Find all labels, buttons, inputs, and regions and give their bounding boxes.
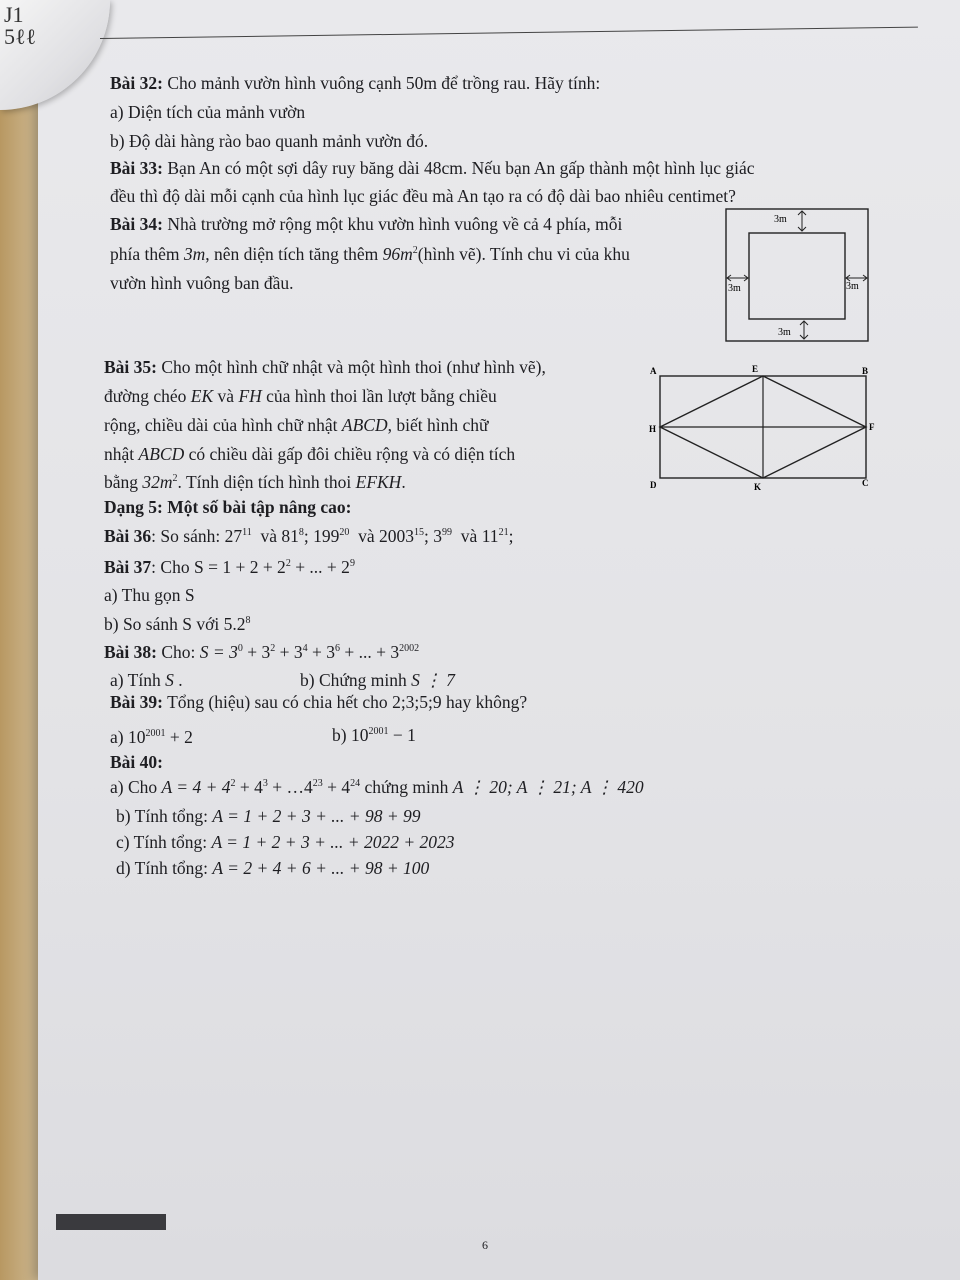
b38-b-text: b) Chứng minh	[300, 670, 407, 690]
b34-val2: 96m	[382, 244, 413, 264]
b36-p2e: 8	[298, 527, 304, 538]
outer-square	[726, 209, 868, 341]
label-a: A	[650, 366, 657, 376]
b32-a: a) Diện tích của mảnh vườn	[110, 102, 306, 122]
b39-a-label: a)	[110, 727, 124, 747]
b35-line4	[104, 443, 515, 465]
b39-text: Tổng (hiệu) sau có chia hết cho	[167, 692, 388, 712]
b38-b-expr: S ⋮ 7	[411, 670, 455, 690]
b38-line: Bài 38: Cho: $S = 3^0 + 3^2 + 3^4 + 3^6$ + ... + $3^{2002}$	[104, 642, 420, 662]
b40-a-res: A ⋮ 20; A ⋮ 21; A ⋮ 420	[452, 777, 644, 797]
b34-text2b: , nên diện tích tăng thêm	[205, 244, 379, 264]
label-h: H	[649, 424, 657, 434]
b37-expr-e2: 9	[349, 558, 355, 569]
b40-d	[116, 857, 429, 879]
b40-label: Bài 40:	[110, 752, 163, 772]
b36-va3: và	[460, 526, 478, 546]
b38-a	[110, 669, 183, 691]
b39-b-rest: − 1	[392, 725, 416, 745]
section-heading-text: Dạng 5: Một số bài tập nâng cao:	[104, 497, 352, 517]
b36-p6e: 21	[498, 527, 509, 538]
b37-expr-e: 2	[285, 558, 291, 569]
b33-line2: đều thì độ dài mỗi cạnh của hình lục giác đều mà An tạo ra có độ dài bao nhiêu centimet?	[110, 186, 736, 206]
b37-b-exp: 8	[245, 615, 251, 626]
b35-area-exp: 2	[172, 473, 178, 484]
b37-expr-b: + ... + 2	[295, 557, 350, 577]
label-k: K	[754, 482, 762, 492]
b35-fh: FH	[238, 386, 262, 406]
b40-a-text: chứng minh	[364, 777, 449, 797]
b40-b-expr: A = 1 + 2 + 3 + ... + 98 + 99	[212, 806, 421, 826]
b38-a-s: S	[165, 670, 174, 690]
b39-b-label: b)	[332, 725, 347, 745]
fig34-label-top: 3m	[774, 214, 787, 225]
b37-line	[104, 556, 355, 578]
b39-a-base: 10	[127, 727, 146, 747]
b40-d-expr: A = 2 + 4 + 6 + ... + 98 + 100	[212, 858, 430, 878]
b34-val2-exp: 2	[412, 245, 418, 256]
b36-p3: 199	[313, 526, 340, 546]
b40-a: a) Cho $A = 4 + 4^2 + 4^3$ + $\dots 4^{23} + 4^{24}$ chứng minh A ⋮ 20; A ⋮ 21; A ⋮ 420	[110, 777, 644, 797]
b32-line1	[110, 72, 600, 94]
b35-text5c: .	[401, 472, 406, 492]
b40-c-expr: A = 1 + 2 + 3 + ... + 2022 + 2023	[211, 832, 455, 852]
fig34-label-bottom: 3m	[778, 327, 791, 338]
b37-text: : Cho	[151, 557, 190, 577]
arrow-top-icon	[798, 211, 806, 231]
fig34-label-right: 3m	[846, 281, 859, 292]
b40-b-label: b) Tính tổng:	[116, 806, 209, 826]
b33-line1	[110, 157, 755, 179]
b36-p3e: 20	[339, 527, 350, 538]
b37-b	[104, 613, 251, 635]
b38-a-text: a) Tính	[110, 670, 161, 690]
b40-d-label: d) Tính tổng:	[116, 858, 209, 878]
b36-va1: và	[260, 526, 278, 546]
b40-b	[116, 805, 421, 827]
redaction-bar	[56, 1214, 166, 1230]
b36-p5: 3	[433, 526, 443, 546]
b35-ek: EK	[190, 386, 214, 406]
b36-label: Bài 36	[104, 526, 152, 546]
arrow-left-icon	[727, 275, 748, 281]
b35-abcd: ABCD	[341, 415, 388, 435]
b35-text5b: . Tính diện tích hình thoi	[177, 472, 352, 492]
b34-text2a: phía thêm	[110, 244, 180, 264]
b35-text1: Cho một hình chữ nhật và một hình thoi (như hình vẽ),	[161, 357, 546, 377]
b39-b-exp: 2001	[368, 726, 389, 737]
b35-label: Bài 35:	[104, 357, 157, 377]
b40-c	[116, 831, 455, 853]
b38-a-dot: .	[178, 670, 183, 690]
b36-line: Bài 36: So sánh: $27^{11}$ và $81^8$; $199^{20}$ và 2003$^{15}$; $3^{99}$ và $11^{21}$;	[104, 526, 514, 546]
b36-p4: 2003	[379, 526, 415, 546]
b32-text: Cho mảnh vườn hình vuông cạnh 50m để trồng rau. Hãy tính:	[167, 73, 601, 93]
b39-line	[110, 691, 527, 713]
b36-text: : So sánh:	[151, 526, 221, 546]
b33-value: 48cm	[424, 158, 463, 178]
inner-square	[749, 233, 845, 319]
b34-label: Bài 34:	[110, 214, 163, 234]
b37-a: a) Thu gọn S	[104, 585, 195, 605]
b39-a	[110, 726, 193, 748]
b35-text4a: nhật	[104, 444, 135, 464]
b37-b-text: b) So sánh S với	[104, 614, 220, 634]
section-heading	[104, 496, 351, 518]
label-e: E	[752, 364, 759, 374]
b34-val1: 3m	[183, 244, 206, 264]
b34-line3: vườn hình vuông ban đầu.	[110, 273, 294, 293]
curl-text: J1 5ℓℓ	[4, 2, 37, 49]
b35-text4b: có chiều dài gấp đôi chiều rộng và có diện tích	[188, 444, 516, 464]
b36-va2: và	[358, 526, 375, 546]
b38-expr: S = 3	[199, 642, 238, 662]
b36-p1e: 11	[242, 527, 252, 538]
b37-b-val: 5.2	[223, 614, 246, 634]
b38-b	[300, 669, 455, 691]
b39-b	[332, 724, 416, 746]
b39-a-exp: 2001	[145, 728, 166, 739]
b35-area: 32m	[142, 472, 173, 492]
b39-label: Bài 39:	[110, 692, 163, 712]
b34-figure	[722, 205, 872, 345]
b38-text: Cho:	[161, 642, 196, 662]
b34-line2	[110, 243, 630, 265]
b33-text2: . Nếu bạn An gấp thành một hình lục giác	[462, 158, 755, 178]
b35-line3	[104, 414, 488, 436]
b35-text3b: , biết hình chữ	[387, 415, 489, 435]
b38-label: Bài 38:	[104, 642, 157, 662]
b34-text2c: (hình vẽ). Tính chu vi của khu	[417, 244, 630, 264]
label-b: B	[862, 366, 869, 376]
b40-a-label: a) Cho	[110, 777, 158, 797]
b35-line1	[104, 356, 546, 378]
b36-p5e: 99	[442, 527, 453, 538]
b40-label-line	[110, 751, 163, 773]
b34-text1: Nhà trường mở rộng một khu vườn hình vuông về cả 4 phía, mỗi	[167, 214, 623, 234]
b35-text3a: rộng, chiều dài của hình chữ nhật	[104, 415, 338, 435]
page-number: 6	[482, 1238, 488, 1252]
b40-c-label: c) Tính tổng:	[116, 832, 208, 852]
b36-p4e: 15	[414, 527, 425, 538]
b35-text2c: của hình thoi lần lượt bằng chiều	[266, 386, 497, 406]
b39-nums: 2;3;5;9	[392, 692, 442, 712]
b32-label: Bài 32:	[110, 73, 163, 93]
arrow-bottom-icon	[800, 321, 808, 339]
b32-b: b) Độ dài hàng rào bao quanh mảnh vườn đó.	[110, 131, 429, 151]
b35-text2b: và	[217, 386, 235, 406]
label-d: D	[650, 480, 657, 490]
b36-p1: 27	[224, 526, 243, 546]
b33-label: Bài 33:	[110, 158, 163, 178]
b36-p6: 11	[481, 526, 499, 546]
b39-text2: hay không?	[446, 692, 528, 712]
b37-expr-a: S = 1 + 2 + 2	[193, 557, 286, 577]
label-f: F	[869, 422, 875, 432]
b35-text5a: bằng	[104, 472, 139, 492]
b35-line2	[104, 385, 497, 407]
b35-abcd2: ABCD	[138, 444, 185, 464]
label-c: C	[862, 478, 869, 488]
b39-a-rest: + 2	[169, 727, 193, 747]
b39-b-base: 10	[350, 725, 369, 745]
b35-figure	[648, 364, 880, 494]
b36-p2: 81	[281, 526, 299, 546]
b37-label: Bài 37	[104, 557, 152, 577]
b34-line1	[110, 213, 622, 235]
b35-line5	[104, 471, 406, 493]
b40-a-expr: A = 4 + 4	[161, 777, 231, 797]
fig34-label-left: 3m	[728, 283, 741, 294]
b35-efkh: EFKH	[355, 472, 402, 492]
b35-text2a: đường chéo	[104, 386, 187, 406]
b33-text1: Bạn An có một sợi dây ruy băng dài	[167, 158, 420, 178]
